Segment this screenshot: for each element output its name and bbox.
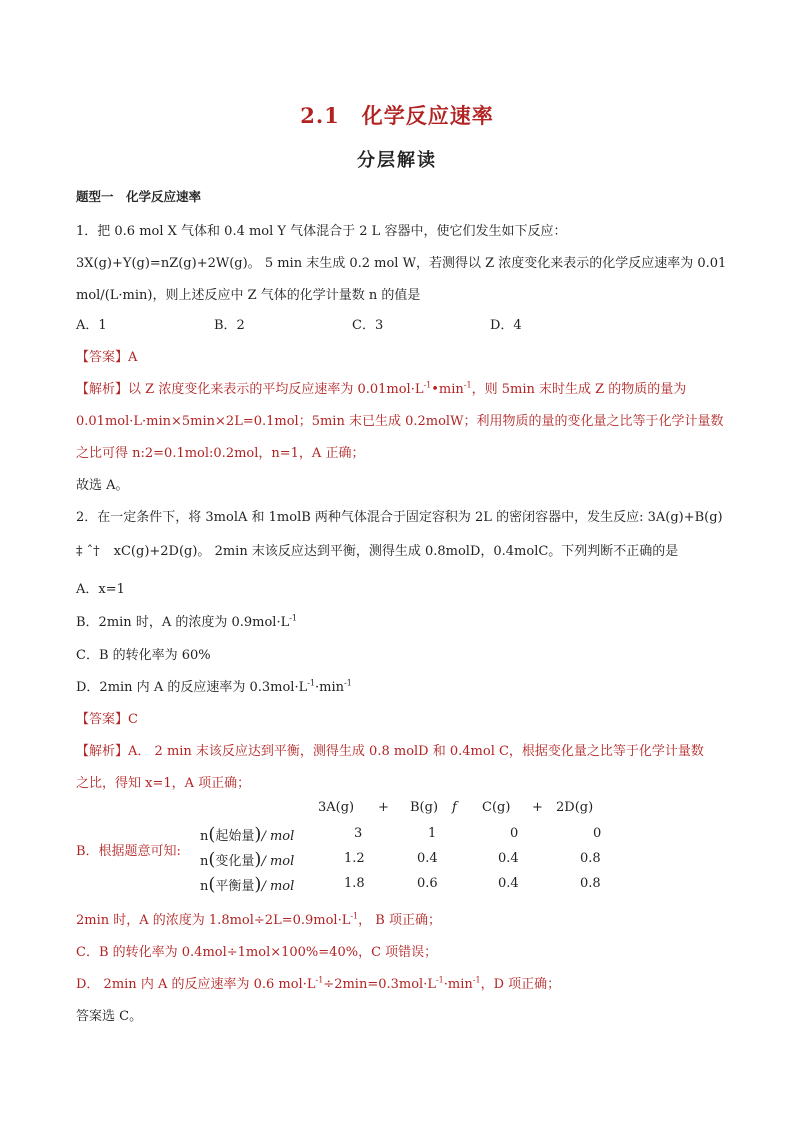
q1-answer bbox=[76, 346, 137, 365]
page-subtitle: 分层解读 bbox=[357, 150, 437, 171]
option-text: D．2min 内 A 的反应速率为 0.3mol·L bbox=[76, 680, 308, 695]
q2-line2-text: xC(g)+2D(g)。 2min 末该反应达到平衡，测得生成 0.8molD，0.4molC。下列判断不正确的是 bbox=[113, 544, 679, 559]
table-header-cell: 3A(g) bbox=[318, 800, 355, 815]
q1-option-d: D．4 bbox=[490, 318, 522, 333]
table-cell: 1.2 bbox=[344, 851, 365, 866]
q1-analysis-line2: 0.01mol·L·min×5min×2L=0.1mol；5min 末已生成 0.2molW；利用物质的量的变化量之比等于化学计量数 bbox=[76, 414, 724, 429]
option-text-tail: ·min bbox=[315, 680, 345, 695]
superscript: -1 bbox=[350, 911, 359, 921]
table-header-cell: B(g) bbox=[410, 800, 439, 815]
superscript: -1 bbox=[423, 380, 432, 390]
row-label: n(起始量)/ mol bbox=[200, 824, 295, 845]
row-label: n(平衡量)/ mol bbox=[200, 874, 295, 895]
q2-option-a: A．x=1 bbox=[76, 582, 125, 597]
q1-option-c: C．3 bbox=[352, 318, 384, 333]
page-title: 2.1 化学反应速率 bbox=[300, 103, 494, 128]
answer-label: 【答案】 bbox=[76, 712, 129, 727]
q2-option-b bbox=[76, 611, 297, 630]
q2-line1: 2．在一定条件下，将 3molA 和 1molB 两种气体混合于固定容积为 2L 的密闭容器中，发生反应: 3A(g)+B(g) bbox=[76, 510, 723, 525]
analysis-text-tail: ，D 项正确； bbox=[480, 977, 561, 992]
q2-analysis-line2: 之比，得知 x=1，A 项正确； bbox=[76, 776, 251, 791]
table-header-cell: 2D(g) bbox=[556, 800, 594, 815]
q1-option-a: A．1 bbox=[76, 318, 107, 333]
superscript: -1 bbox=[307, 678, 316, 688]
superscript: -1 bbox=[344, 678, 352, 688]
table-cell: 0.4 bbox=[498, 851, 519, 866]
analysis-text: D． 2min 内 A 的反应速率为 0.6 mol·L bbox=[76, 977, 316, 992]
table-cell: 0.4 bbox=[417, 851, 438, 866]
superscript: -1 bbox=[472, 975, 481, 985]
analysis-label: 【解析】 bbox=[76, 744, 129, 759]
table-header-cell: + bbox=[378, 800, 389, 815]
table-cell: 1.8 bbox=[344, 876, 365, 891]
reaction-table bbox=[200, 798, 620, 898]
table-cell: 1 bbox=[428, 826, 437, 841]
answer-label: 【答案】 bbox=[76, 350, 129, 365]
q2-option-c: C．B 的转化率为 60% bbox=[76, 648, 211, 663]
analysis-text-tail: ，则 5min 末时生成 Z 的物质的量为 bbox=[471, 382, 687, 397]
q2-analysis-line1 bbox=[76, 740, 704, 759]
analysis-text: A． 2 min 末该反应达到平衡，测得生成 0.8 molD 和 0.4mol C，根据变化量之比等于化学计量数 bbox=[128, 744, 704, 759]
q1-analysis-line1: 【解析】以 Z 浓度变化来表示的平均反应速率为 $0.01mol\cdot L^{-1}•\min^{-1}$，则 5min 末时生成 Z 的物质的量为 bbox=[76, 380, 687, 397]
q1-analysis-line3: 之比可得 n:2=0.1mol:0.2mol，n=1，A 正确； bbox=[76, 446, 365, 461]
analysis-text-mid2: ·min bbox=[443, 977, 473, 992]
analysis-text: 以 Z 浓度变化来表示的平均反应速率为 0.01mol·L bbox=[128, 382, 424, 397]
table-cell: 3 bbox=[354, 826, 363, 841]
superscript: -1 bbox=[435, 975, 444, 985]
table-cell: 0.6 bbox=[417, 876, 438, 891]
section-heading: 题型一 化学反应速率 bbox=[76, 189, 202, 204]
q2-analysis-b bbox=[76, 909, 441, 928]
q2-line2 bbox=[76, 540, 678, 559]
equilibrium-arrow-icon: ‡ ˆ† bbox=[76, 544, 100, 559]
table-cell: 0 bbox=[593, 826, 602, 841]
q2-option-d bbox=[76, 676, 352, 695]
table-header-cell: f bbox=[452, 800, 457, 815]
q2-analysis-d bbox=[76, 973, 560, 992]
analysis-label: 【解析】 bbox=[76, 382, 129, 397]
q2-answer bbox=[76, 708, 138, 727]
table-cell: 0.8 bbox=[580, 876, 601, 891]
answer-value: A bbox=[128, 350, 138, 365]
table-header-cell: + bbox=[532, 800, 543, 815]
q1-line2: 3X(g)+Y(g)=nZ(g)+2W(g)。 5 min 末生成 0.2 mol W，若测得以 Z 浓度变化来表示的化学反应速率为 0.01 bbox=[76, 256, 727, 271]
q1-conclusion: 故选 A。 bbox=[76, 478, 129, 493]
superscript: -1 bbox=[315, 975, 324, 985]
table-cell: 0.4 bbox=[498, 876, 519, 891]
row-label: n(变化量)/ mol bbox=[200, 849, 295, 870]
q2-conclusion: 答案选 C。 bbox=[76, 1009, 143, 1024]
superscript: -1 bbox=[289, 613, 298, 623]
table-header-cell: C(g) bbox=[482, 800, 511, 815]
q2-analysis-c: C．B 的转化率为 0.4mol÷1mol×100%=40%，C 项错误； bbox=[76, 945, 438, 960]
analysis-text-tail: ， B 项正确； bbox=[358, 913, 441, 928]
q1-line3: mol/(L·min)，则上述反应中 Z 气体的化学计量数 n 的值是 bbox=[76, 288, 421, 303]
option-text: B．2min 时，A 的浓度为 0.9mol·L bbox=[76, 615, 290, 630]
table-header-row bbox=[200, 800, 620, 820]
q1-option-b: B．2 bbox=[214, 318, 245, 333]
table-cell: 0 bbox=[510, 826, 519, 841]
analysis-text: 2min 时，A 的浓度为 1.8mol÷2L=0.9mol·L bbox=[76, 913, 351, 928]
table-cell: 0.8 bbox=[580, 851, 601, 866]
superscript: -1 bbox=[463, 380, 472, 390]
answer-value: C bbox=[128, 712, 138, 727]
q1-line1: 1．把 0.6 mol X 气体和 0.4 mol Y 气体混合于 2 L 容器中，使它们发生如下反应： bbox=[76, 224, 567, 239]
table-intro-label: B．根据题意可知: bbox=[76, 844, 181, 859]
analysis-text-mid: ÷2min=0.3mol·L bbox=[323, 977, 436, 992]
